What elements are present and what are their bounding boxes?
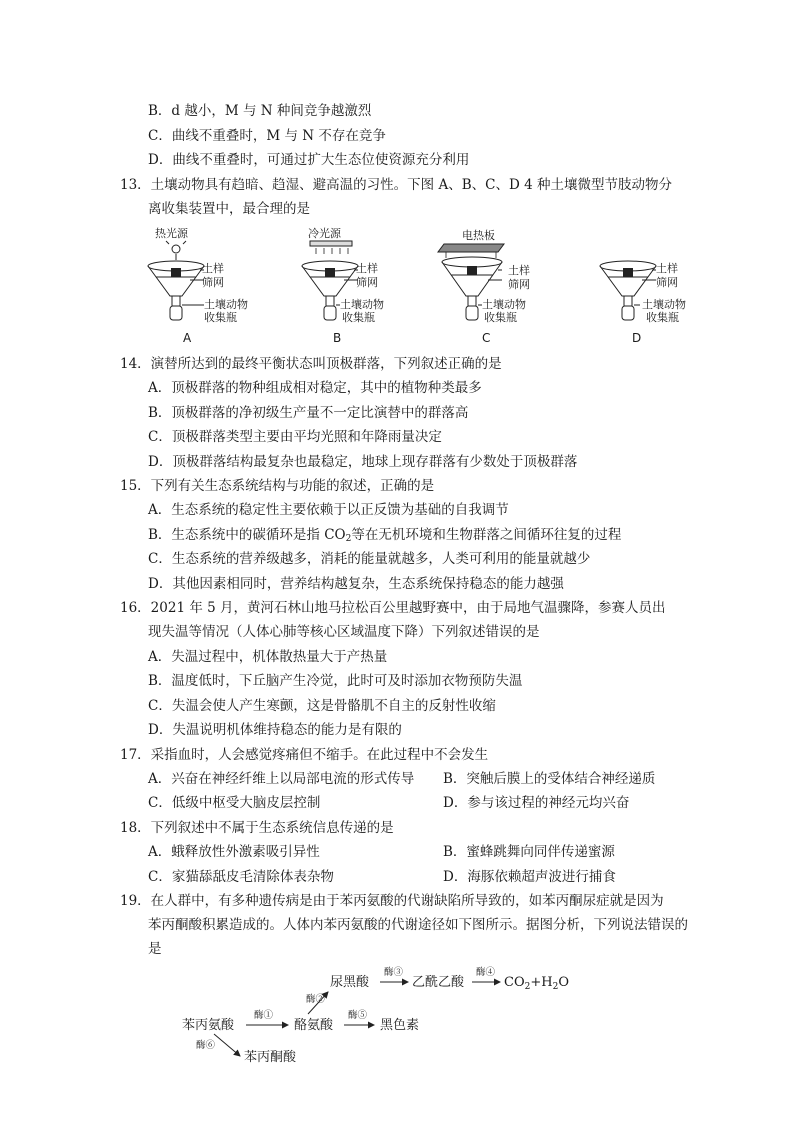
collect-bottle-label-b: 收集瓶 bbox=[342, 311, 375, 324]
soil-animal-label-c: 土壤动物 bbox=[482, 298, 526, 311]
label-b: B bbox=[333, 331, 342, 345]
soil-animal-label-a: 土壤动物 bbox=[204, 298, 248, 311]
sieve-label-d: 筛网 bbox=[656, 276, 678, 289]
q14-stem: 14．演替所达到的最终平衡状态叫顶极群落，下列叙述正确的是 bbox=[120, 356, 502, 372]
soil-sample-label-b: 土样 bbox=[356, 262, 378, 275]
q15-option-b-post: 等在无机环境和生物群落之间循环往复的过程 bbox=[351, 527, 622, 543]
enzyme-6: 酶⑥ bbox=[196, 1040, 216, 1051]
apparatus-c bbox=[438, 228, 530, 345]
arrow-enz6 bbox=[214, 1034, 240, 1056]
q12-option-b: B．d 越小，M 与 N 种间竞争越激烈 bbox=[148, 103, 372, 119]
soil-sample-label-d: 土样 bbox=[656, 262, 678, 275]
q15-option-c: C．生态系统的营养级越多，消耗的能量就越多，人类可利用的能量就越少 bbox=[148, 551, 591, 567]
acetoacetic-acid: 乙酰乙酸 bbox=[412, 975, 465, 990]
label-d: D bbox=[632, 331, 642, 345]
h2o-post: O bbox=[558, 975, 569, 990]
q13-stem-line1: 13．土壤动物具有趋暗、趋湿、避高温的习性。下图 A、B、C、D 4 种土壤微型节肢动物分 bbox=[120, 177, 672, 193]
collect-bottle-label-d: 收集瓶 bbox=[646, 311, 679, 324]
cold-light-label: 冷光源 bbox=[308, 227, 341, 240]
q12-option-c: C．曲线不重叠时，M 与 N 不存在竞争 bbox=[148, 128, 386, 144]
q15-option-b bbox=[148, 526, 621, 548]
q17-option-d: D．参与该过程的神经元均兴奋 bbox=[443, 795, 630, 811]
q15-option-b-sub: 2 bbox=[345, 534, 352, 544]
tyrosine: 酪氨酸 bbox=[294, 1018, 334, 1033]
q17-option-a: A．兴奋在神经纤维上以局部电流的形式传导 bbox=[148, 771, 415, 787]
q15-option-b-pre: B．生态系统中的碳循环是指 CO bbox=[148, 527, 346, 543]
sieve-label-a: 筛网 bbox=[202, 276, 224, 289]
apparatus-b bbox=[302, 226, 384, 345]
q16-option-b: B．温度低时，下丘脑产生冷觉，此时可及时添加衣物预防失温 bbox=[148, 673, 523, 689]
enzyme-3: 酶③ bbox=[384, 967, 404, 978]
q17-stem: 17．采指血时，人会感觉疼痛但不缩手。在此过程中不会发生 bbox=[120, 747, 489, 763]
q15-option-d: D．其他因素相同时，营养结构越复杂，生态系统保持稳态的能力越强 bbox=[148, 576, 564, 592]
q18-option-d: D．海豚依赖超声波进行捕食 bbox=[443, 869, 616, 885]
hot-plate-label: 电热板 bbox=[462, 229, 495, 242]
q16-option-a: A．失温过程中，机体散热量大于产热量 bbox=[148, 649, 388, 665]
q15-option-a: A．生态系统的稳定性主要依赖于以正反馈为基础的自我调节 bbox=[148, 502, 509, 518]
sieve-label-c: 筛网 bbox=[508, 278, 530, 291]
heat-light-bulb-icon bbox=[166, 241, 186, 260]
q17-option-c: C．低级中枢受大脑皮层控制 bbox=[148, 795, 321, 811]
h2o-sub: 2 bbox=[552, 982, 559, 992]
sieve-label-b: 筛网 bbox=[356, 276, 378, 289]
q14-option-d: D．顶极群落结构最复杂也最稳定，地球上现存群落有少数处于顶极群落 bbox=[148, 454, 578, 470]
apparatus-d bbox=[600, 261, 686, 345]
q19-stem-line2: 苯丙酮酸积累造成的。人体内苯丙氨酸的代谢途径如下图所示。据图分析，下列说法错误的 bbox=[148, 917, 688, 933]
co2-sub: 2 bbox=[524, 982, 531, 992]
q18-option-a: A．蛾释放性外激素吸引异性 bbox=[148, 844, 320, 860]
q13-funnel-figure bbox=[140, 224, 700, 348]
q12-option-d: D．曲线不重叠时，可通过扩大生态位使资源充分利用 bbox=[148, 152, 470, 168]
enzyme-4: 酶④ bbox=[476, 967, 496, 978]
heat-light-label: 热光源 bbox=[155, 227, 188, 240]
phenylpyruvic-acid: 苯丙酮酸 bbox=[244, 1050, 297, 1065]
homogentisic-acid: 尿黑酸 bbox=[330, 975, 370, 990]
melanin: 黑色素 bbox=[380, 1018, 420, 1033]
label-c: C bbox=[482, 331, 491, 345]
enzyme-1: 酶① bbox=[254, 1010, 274, 1021]
q18-option-c: C．家猫舔舐皮毛清除体表杂物 bbox=[148, 869, 334, 885]
soil-sample-label-c: 土样 bbox=[508, 264, 530, 277]
q18-option-b: B．蜜蜂跳舞向同伴传递蜜源 bbox=[443, 844, 615, 860]
q14-option-a: A．顶极群落的物种组成相对稳定，其中的植物种类最多 bbox=[148, 380, 482, 396]
co2-h2o-product bbox=[504, 975, 569, 992]
co2-pre: CO bbox=[504, 975, 525, 990]
collect-bottle-label-c: 收集瓶 bbox=[484, 311, 517, 324]
q19-pathway-diagram bbox=[170, 960, 590, 1070]
q16-stem-line1: 16．2021 年 5 月，黄河石林山地马拉松百公里越野赛中，由于局地气温骤降，参赛人员出 bbox=[120, 600, 666, 616]
enzyme-2: 酶② bbox=[306, 994, 326, 1005]
q19-stem-line1: 19．在人群中，有多种遗传病是由于苯丙氨酸的代谢缺陷所导致的，如苯丙酮尿症就是因为 bbox=[120, 893, 664, 909]
soil-animal-label-d: 土壤动物 bbox=[642, 298, 686, 311]
cold-light-icon bbox=[310, 241, 352, 254]
q16-option-d: D．失温说明机体维持稳态的能力是有限的 bbox=[148, 722, 402, 738]
label-a: A bbox=[183, 331, 192, 345]
soil-animal-label-b: 土壤动物 bbox=[340, 298, 384, 311]
apparatus-a bbox=[148, 226, 248, 345]
q15-stem: 15．下列有关生态系统结构与功能的叙述，正确的是 bbox=[120, 478, 435, 494]
q17-option-b: B．突触后膜上的受体结合神经递质 bbox=[443, 771, 656, 787]
q13-stem-line2: 离收集装置中，最合理的是 bbox=[148, 201, 310, 217]
soil-sample-label-a: 土样 bbox=[202, 262, 224, 275]
q18-stem: 18．下列叙述中不属于生态系统信息传递的是 bbox=[120, 820, 394, 836]
q16-stem-line2: 现失温等情况（人体心肺等核心区域温度下降）下列叙述错误的是 bbox=[148, 624, 540, 640]
h2o-mid: +H bbox=[530, 975, 553, 990]
enzyme-5: 酶⑤ bbox=[348, 1010, 368, 1021]
q14-option-b: B．顶极群落的净初级生产量不一定比演替中的群落高 bbox=[148, 405, 469, 421]
phenylalanine: 苯丙氨酸 bbox=[182, 1018, 235, 1033]
q16-option-c: C．失温会使人产生寒颤，这是骨骼肌不自主的反射性收缩 bbox=[148, 698, 496, 714]
q14-option-c: C．顶极群落类型主要由平均光照和年降雨量决定 bbox=[148, 429, 442, 445]
hot-plate-icon bbox=[438, 244, 504, 258]
collect-bottle-label-a: 收集瓶 bbox=[204, 311, 237, 324]
q19-stem-line3: 是 bbox=[148, 941, 162, 957]
